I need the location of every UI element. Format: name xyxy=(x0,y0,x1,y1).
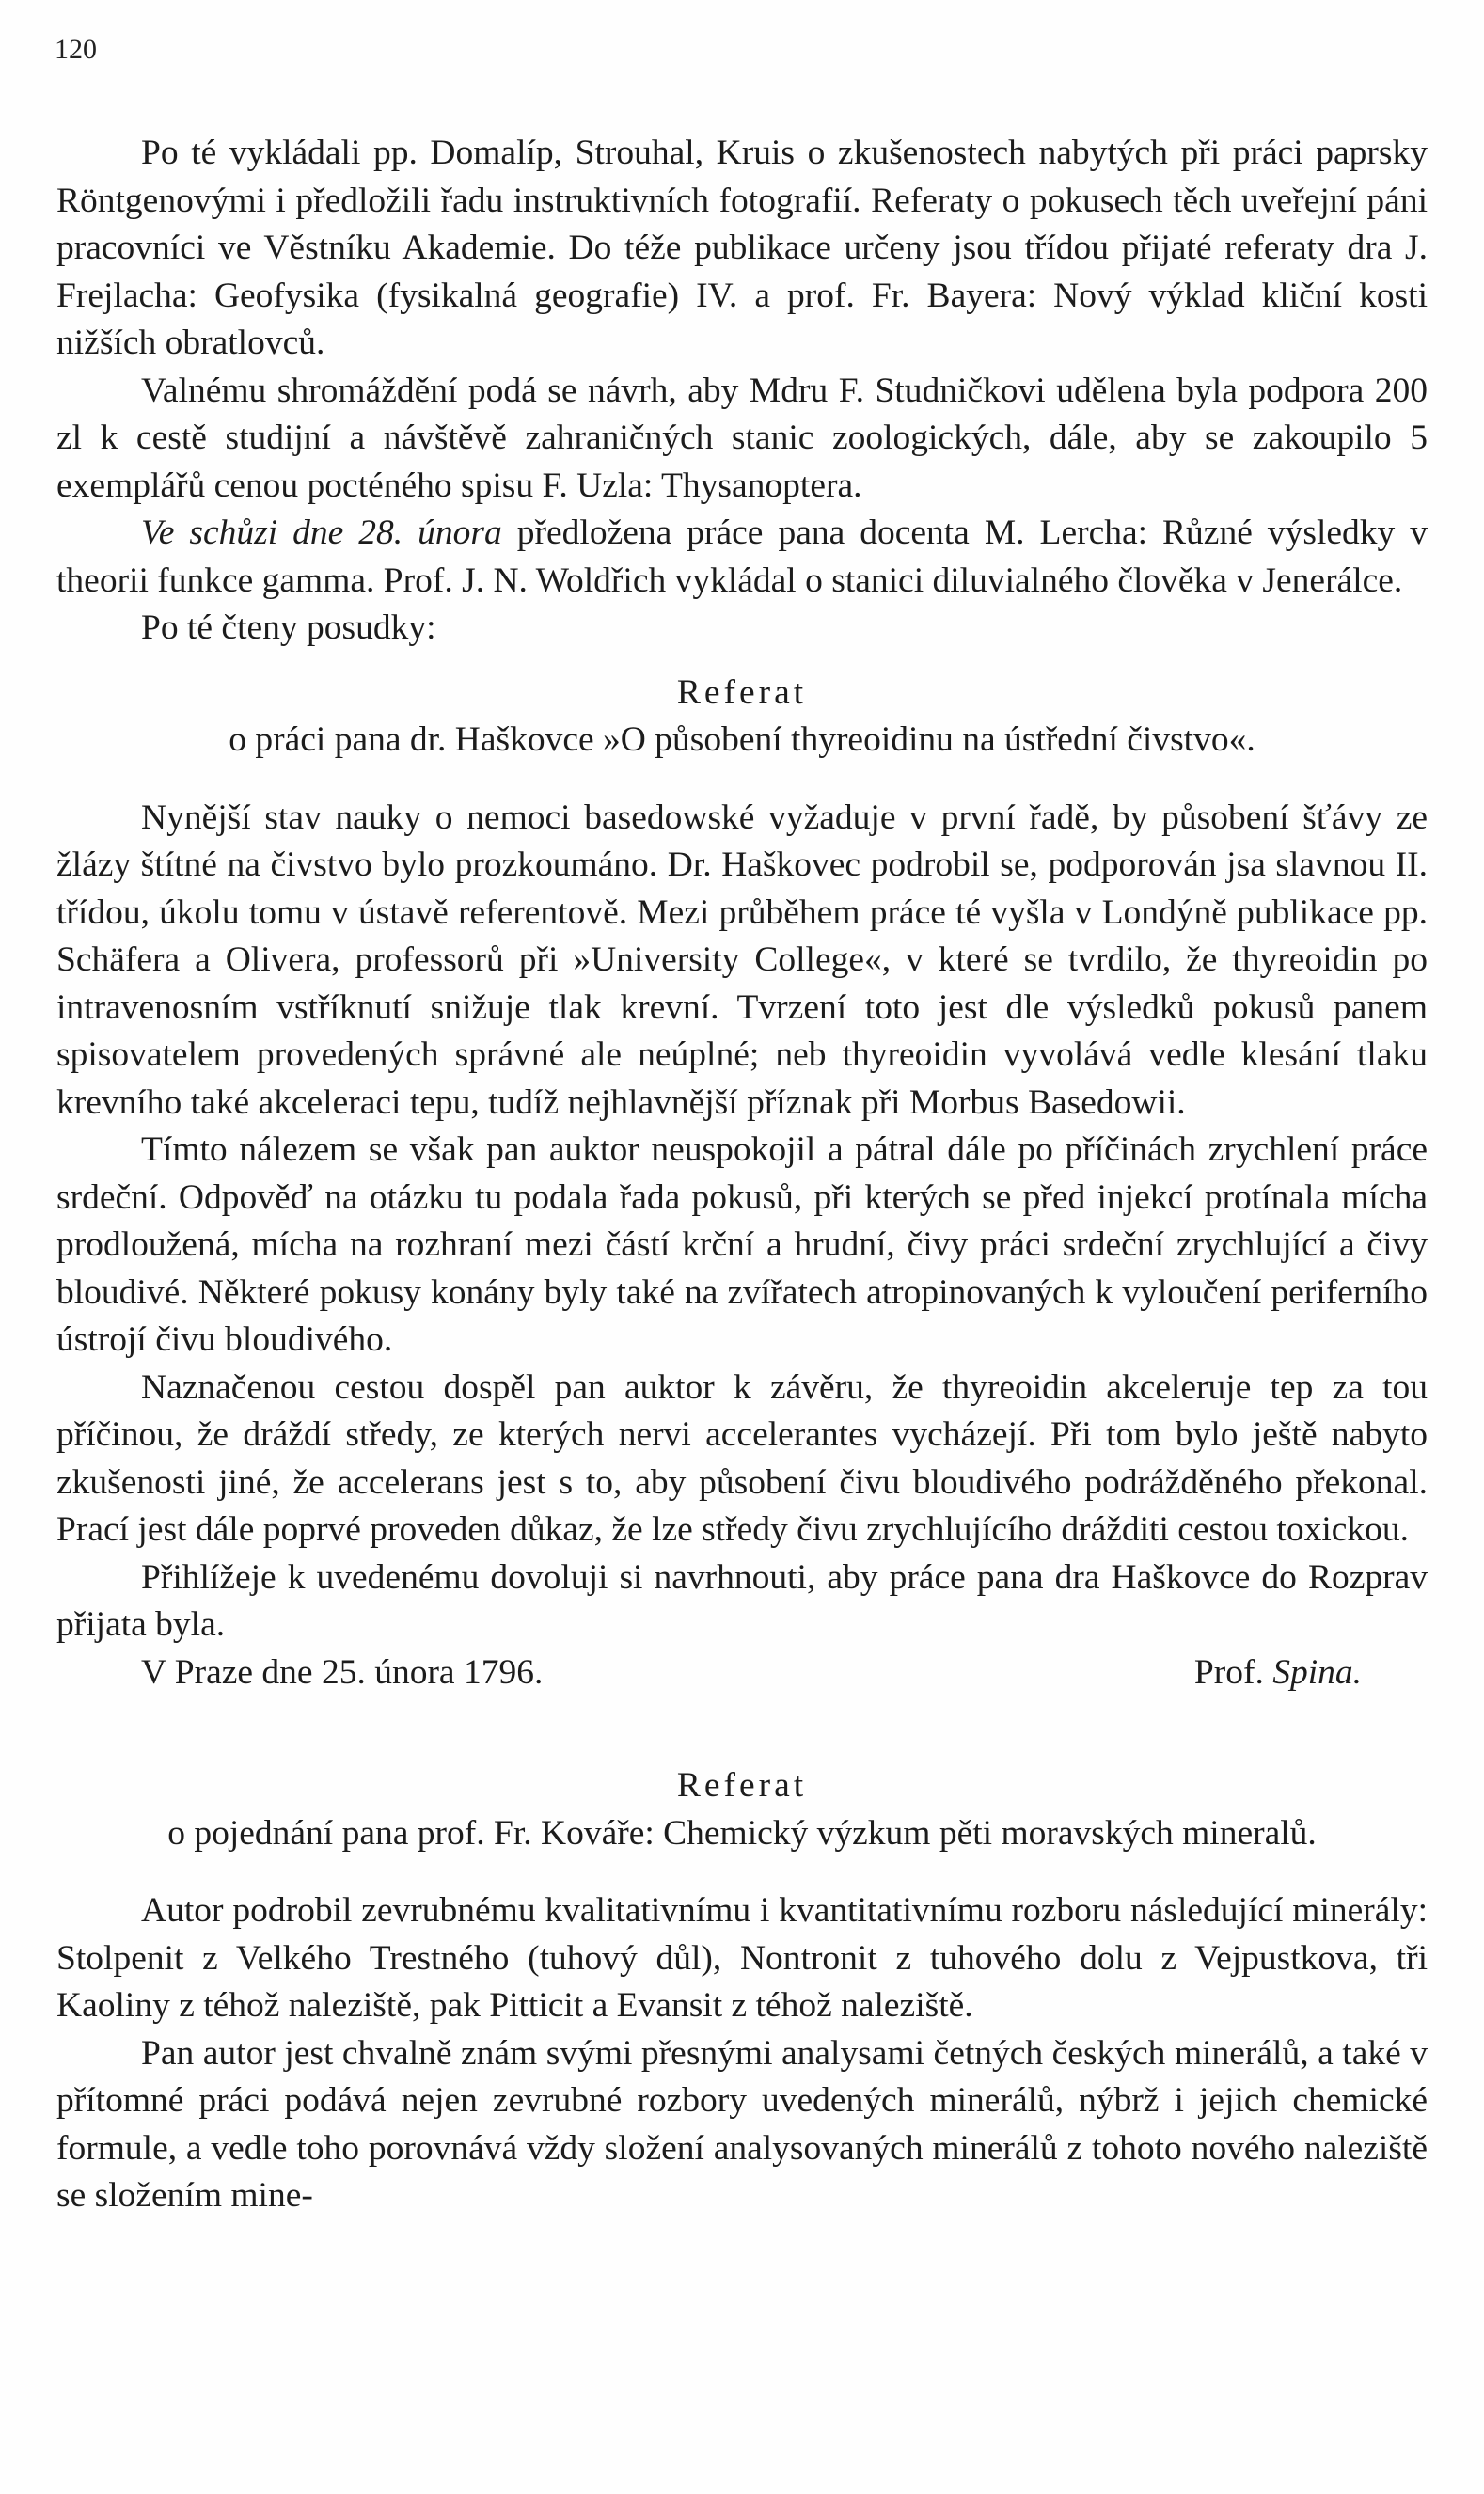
paragraph-lectures: Po té vykládali pp. Domalíp, Strouhal, Kruis o zkušenostech nabytých při práci paprsky Röntgenovými i předložili řadu instruktivních fotografií. Referaty o pokusech těch uveřejní páni pracovníci ve Věstníku Akademie. Do téže publikace určeny jsou třídou přijaté referaty dra J. Frejlacha: Geofysika (fysikalná geografie) IV. a prof. Fr. Bayera: Nový výklad kliční kosti nižších obratlovců. xyxy=(56,134,1428,362)
referat-heading-2: Referat xyxy=(676,1766,808,1805)
page-number: 120 xyxy=(55,34,97,65)
signature-prefix: Prof. xyxy=(1193,1652,1264,1692)
referat1-paragraph-3: Naznačenou cestou dospěl pan auktor k závěru, že thyreoidin akceleruje tep za tou příčinou, že dráždí středy, ze kterých nervi accelerantes vycházejí. Při tom bylo ještě nabyto zkušenosti jiné, že accelerans jest s to, aby působení čivu bloudivého podrážděného překonal. Prací jest dále poprvé proveden důkaz, že lze středy čivu zrychlujícího drážditi cestou toxickou. xyxy=(56,1367,1428,1549)
referat-heading-1: Referat xyxy=(676,672,808,712)
paragraph-session-28 xyxy=(56,510,1428,605)
paragraph-reviews-intro: Po té čteny posudky: xyxy=(141,608,436,647)
session-date-italic: Ve schůzi dne 28. února xyxy=(141,513,502,552)
referat1-paragraph-4: Přihlížeje k uvedenému dovoluji si navrhnouti, aby práce pana dra Haškovce do Rozprav přijata byla. xyxy=(56,1557,1428,1644)
referat1-date: V Praze dne 25. února 1796. xyxy=(141,1652,544,1692)
referat2-paragraph-1: Autor podrobil zevrubnému kvalitativnímu i kvantitativnímu rozboru následující minerály: Stolpenit z Velkého Trestného (tuhový důl), Nontronit z tuhového dolu z Vejpustkova, tři Kaoliny z téhož naleziště, pak Pitticit a Evansit z téhož naleziště. xyxy=(56,1891,1428,2025)
paragraph-grant-proposal: Valnému shromáždění podá se návrh, aby Mdru F. Studničkovi udělena byla podpora 200 zl k cestě studijní a návštěvě zahraničných stanic zoologických, dále, aby se zakoupilo 5 exemplářů cenou pocténého spisu F. Uzla: Thysanoptera. xyxy=(56,371,1428,505)
referat1-signature xyxy=(1110,1650,1362,1697)
referat1-dateline xyxy=(56,1650,1428,1697)
referat1-paragraph-2: Tímto nálezem se však pan auktor neuspokojil a pátral dále po příčinách zrychlení práce srdeční. Odpověď na otázku tu podala řada pokusů, při kterých se před injekcí protínala mícha prodloužená, mícha na rozhraní mezi částí krční a hrudní, čivy práci srdeční zrychlující a čivy bloudivé. Některé pokusy konány byly také na zvířatech atropinovaných k vyloučení periferního ústrojí čivu bloudivého. xyxy=(56,1130,1428,1359)
referat2-paragraph-2: Pan autor jest chvalně znám svými přesnými analysami četných českých minerálů, a také v přítomné práci podává nejen zevrubné rozbory uvedených minerálů, nýbrž i jejich chemické formule, a vedle toho porovnává vždy složení analysovaných minerálů z tohoto nového naleziště se složením mine- xyxy=(56,2033,1428,2215)
signature-name: Spina. xyxy=(1272,1652,1362,1692)
referat-subject-1: o práci pana dr. Haškovce »O působení thyreoidinu na ústřední čivstvo«. xyxy=(229,720,1255,759)
referat-subject-2: o pojednání pana prof. Fr. Kováře: Chemický výzkum pěti moravských mineralů. xyxy=(167,1813,1317,1853)
referat1-paragraph-1: Nynější stav nauky o nemoci basedowské vyžaduje v první řadě, by působení šťávy ze žlázy štítné na čivstvo bylo prozkoumáno. Dr. Haškovec podrobil se, podporován jsa slavnou II. třídou, úkolu tomu v ústavě referentově. Mezi průběhem práce té vyšla v Londýně publikace pp. Schäfera a Olivera, professorů při »University College«, v které se tvrdilo, že thyreoidin po intravenosním vstříknutí snižuje tlak krevní. Tvrzení toto jest dle výsledků pokusů panem spisovatelem provedených správné ale neúplné; neb thyreoidin vyvolává vedle klesání tlaku krevního také akceleraci tepu, tudíž nejhlavnější příznak při Morbus Basedowii. xyxy=(56,797,1428,1122)
session-date-rest: předložena práce pana docenta M. Lercha: Různé výsledky v theorii funkce gamma. Prof. J. N. Woldřich vykládal o stanici diluvialného člověka v Jenerálce. xyxy=(56,513,1429,600)
document-body xyxy=(56,130,1428,2220)
